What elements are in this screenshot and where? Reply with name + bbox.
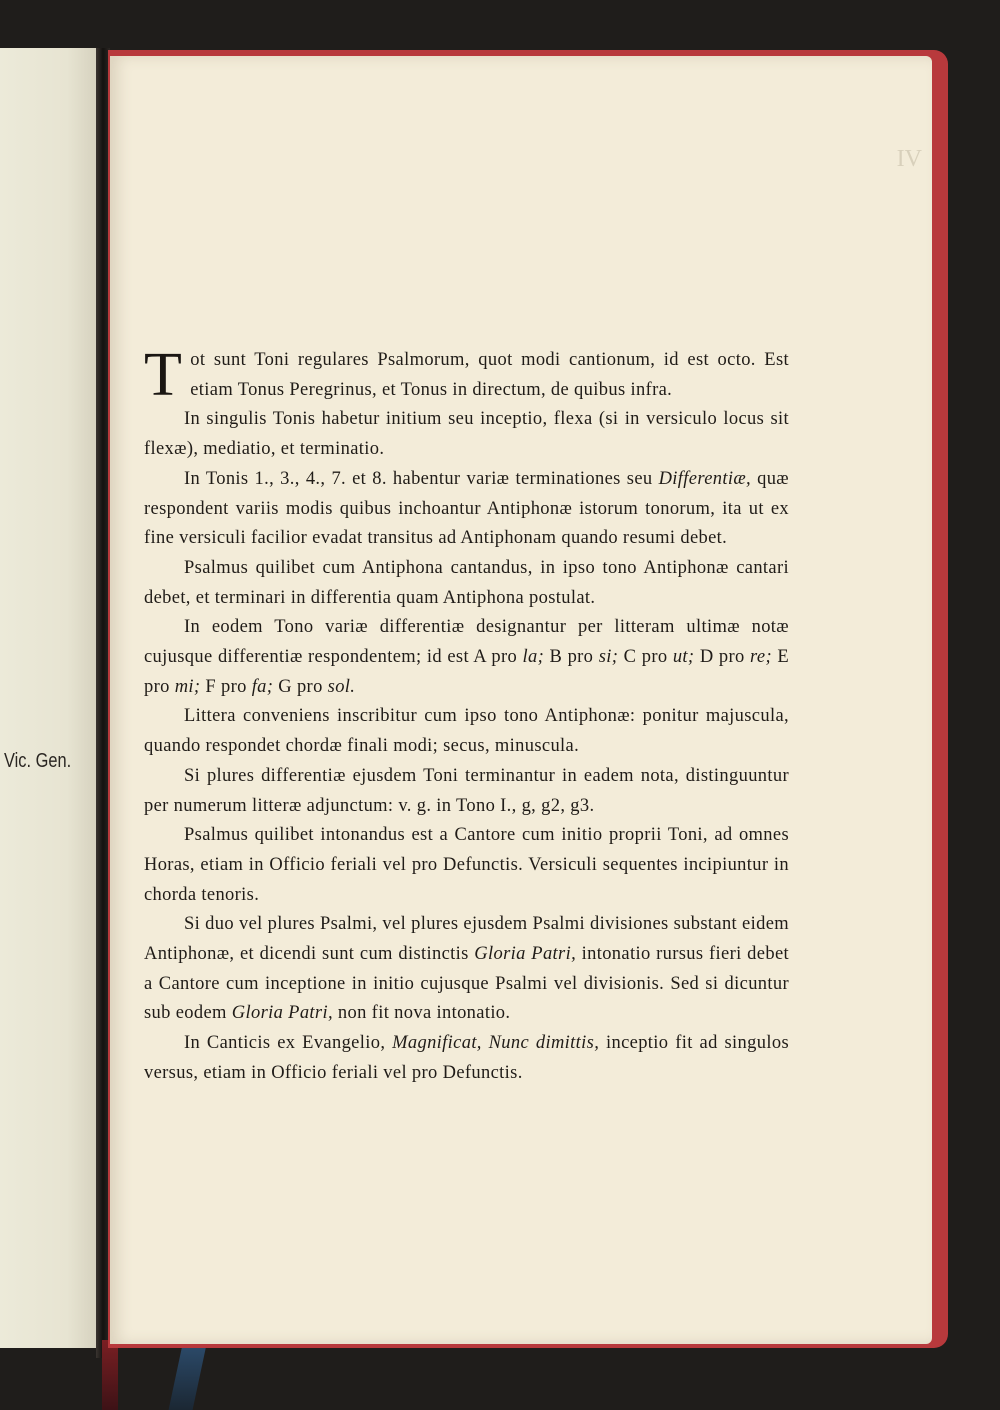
paragraph-text: Littera conveniens inscribitur cum ipso tono Antiphonæ: ponitur majuscula, quando respondet chordæ finali modi; secus, minuscula. (144, 706, 789, 757)
paragraph-5 (144, 613, 789, 702)
text-run: quæ respondent variis modis quibus inchoantur Antiphonæ istorum tonorum, ita ut ex fine versiculi facilior evadat transitus ad Antiphonam quando resumi debet. (144, 468, 789, 549)
text-run: In Canticis ex Evangelio, (184, 1033, 393, 1054)
drop-cap: T (144, 341, 183, 409)
paragraph-text: In singulis Tonis habetur initium seu inceptio, flexa (si in versiculo locus sit flexæ), mediatio, et terminatio. (144, 409, 789, 460)
italic-term: Gloria Patri, (231, 1003, 333, 1024)
ribbon-blue (169, 1340, 208, 1410)
margin-note: Vic. Gen. (4, 750, 72, 772)
paragraph-9 (144, 910, 789, 1029)
text-run: F pro (200, 676, 252, 697)
paragraph-text: Psalmus quilibet cum Antiphona cantandus, in ipso tono Antiphonæ cantari debet, et terminari in differentia quam Antiphona postulat. (144, 557, 789, 608)
text-run: C pro (618, 647, 673, 668)
facing-page (0, 48, 96, 1348)
body-text (144, 341, 790, 1089)
book-page (110, 56, 932, 1344)
italic-term: sol. (327, 676, 356, 697)
page-number: IV (896, 146, 922, 172)
ribbon-red (102, 1340, 118, 1410)
italic-term: Gloria Patri, (474, 944, 577, 965)
text-run: G pro (273, 676, 328, 697)
text-run: In eodem Tono variæ differentiæ designantur per litteram ultimæ notæ cujusque differentiæ respondentem; id est A pro (144, 617, 789, 668)
text-run: In Tonis 1., 3., 4., 7. et 8. habentur variæ terminationes seu (184, 468, 659, 489)
italic-term: la; (522, 647, 545, 668)
italic-term: re; (750, 647, 772, 668)
paragraph-10 (144, 1029, 789, 1088)
text-run: Si duo vel plures Psalmi, vel plures ejusdem Psalmi divisiones substant eidem Antiphonæ, et dicendi sunt cum distinctis (144, 914, 789, 965)
italic-term: ut; (672, 647, 695, 668)
paragraph-1 (144, 341, 789, 409)
text-run: non fit nova intonatio. (332, 1003, 511, 1024)
paragraph-6 (144, 702, 789, 761)
paragraph-text: ot sunt Toni regulares Psalmorum, quot modi cantionum, id est octo. Est etiam Tonus Peregrinus, et Tonus in directum, de quibus infra. (190, 350, 789, 400)
text-run: B pro (544, 647, 599, 668)
italic-term: Magnificat, Nunc dimittis, (392, 1033, 600, 1054)
paragraph-3 (144, 465, 789, 554)
italic-term: fa; (251, 676, 274, 697)
paragraph-text: Psalmus quilibet intonandus est a Cantore cum initio proprii Toni, ad omnes Horas, etiam in Officio feriali vel pro Defunctis. Versiculi sequentes incipiuntur in chorda tenoris. (144, 825, 789, 905)
italic-term: mi; (174, 676, 201, 697)
italic-term: Differentiæ, (658, 468, 752, 489)
paragraph-7 (144, 762, 789, 821)
paragraph-text: Si plures differentiæ ejusdem Toni terminantur in eadem nota, distinguuntur per numerum litteræ adjunctum: v. g. in Tono I., g, g2, g3. (144, 765, 789, 816)
text-run: intonatio rursus fieri debet a Cantore cum inceptione in initio cujusque Psalmi vel divisionis. Sed si dicuntur sub eodem (144, 944, 789, 1024)
text-run: inceptio fit ad singulos versus, etiam in Officio feriali vel pro Defunctis. (144, 1033, 789, 1083)
text-run: E pro (144, 647, 790, 697)
paragraph-2 (144, 405, 789, 464)
italic-term: si; (598, 647, 619, 668)
text-run: D pro (694, 647, 751, 668)
paragraph-4 (144, 554, 789, 613)
paragraph-8 (144, 821, 789, 910)
